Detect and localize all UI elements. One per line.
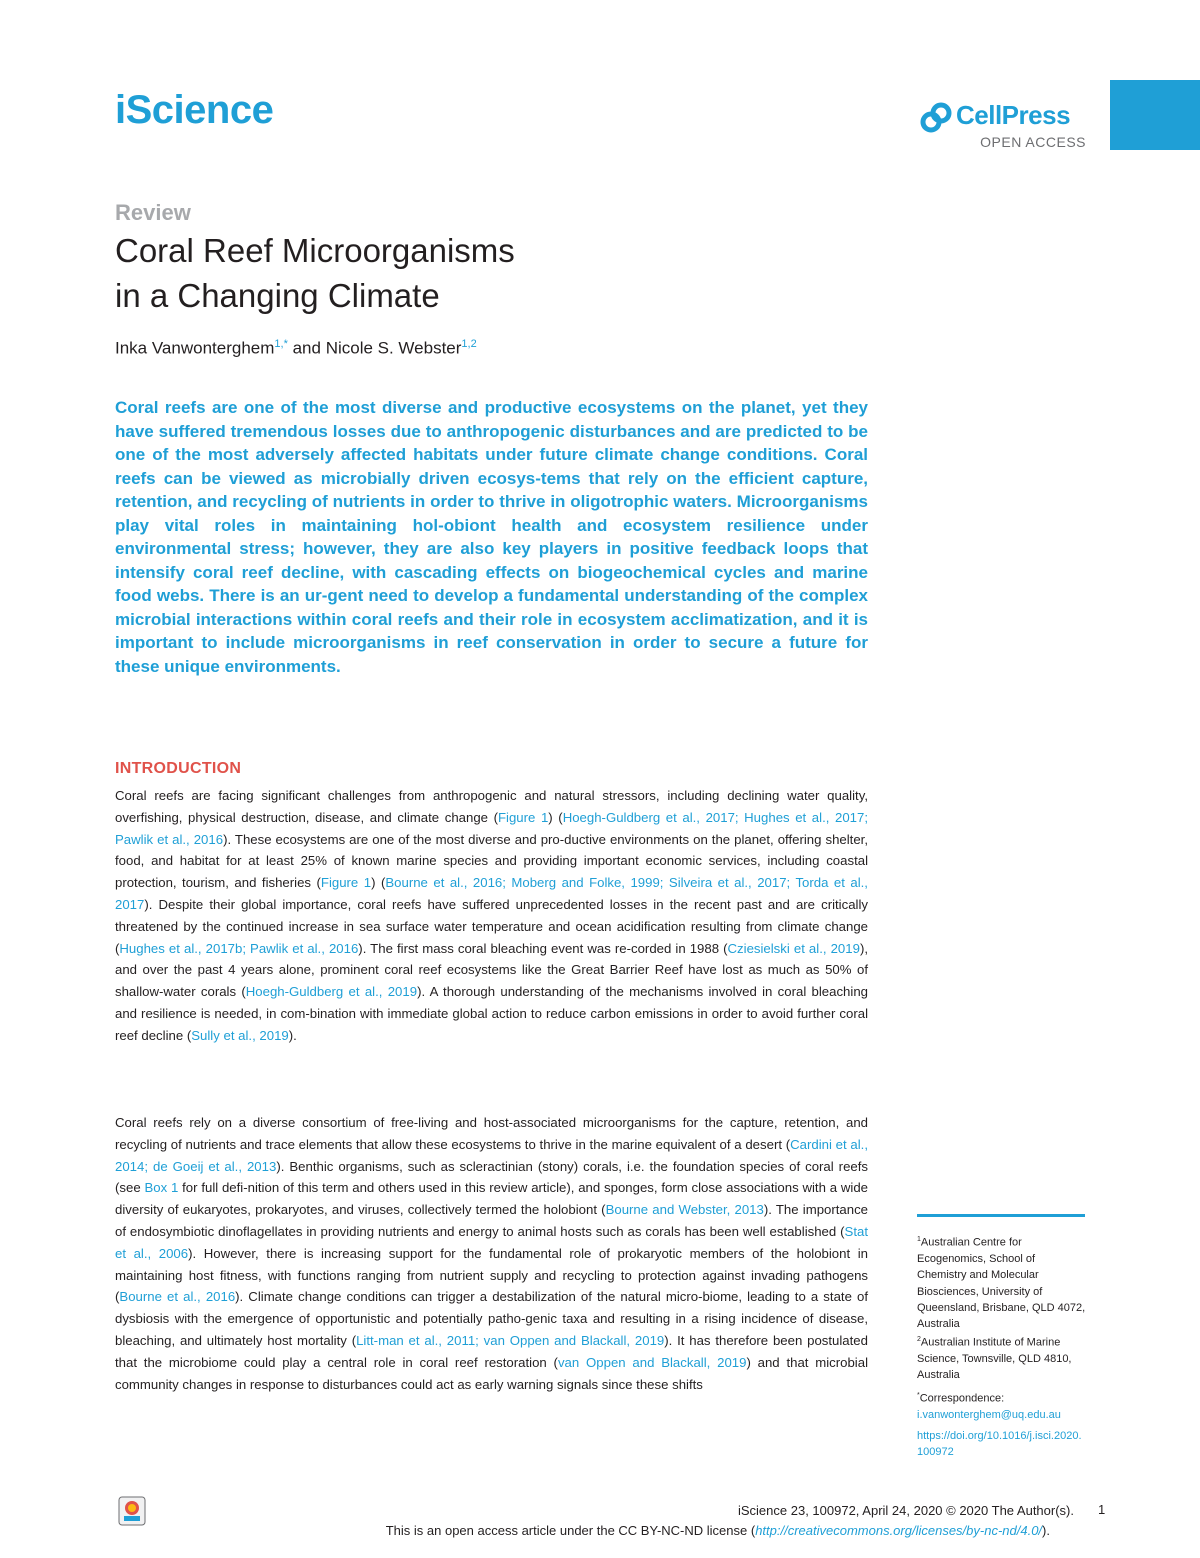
affiliation-number: 1 [917, 1236, 921, 1243]
article-type: Review [115, 200, 191, 225]
affiliation-2 [917, 1332, 1087, 1384]
citation-link[interactable]: Bourne et al., 2016 [119, 1289, 236, 1305]
citation-link[interactable]: Hoegh-Guldberg et al., 2019 [245, 984, 418, 1000]
text: ). It has therefore been postulated that the microbiome could play a central role in coral reef restoration ( [115, 1332, 868, 1370]
open-access-label: OPEN ACCESS [980, 134, 1086, 150]
author-1-affiliation[interactable]: 1,* [274, 338, 288, 350]
correspondence [917, 1388, 1087, 1423]
correspondence-email-link[interactable]: i.vanwonterghem@uq.edu.au [917, 1408, 1061, 1421]
abstract: Coral reefs are one of the most diverse and productive ecosystems on the planet, yet they have suffered tremendous losses due to anthropogenic disturbances and are predicted to be one of the most adversely affected habitats under future climate change conditions. Coral reefs can be viewed as microbially driven ecosys-tems that rely on the efficient capture, retention, and recycling of nutrients in order to thrive in oligotrophic waters. Microorganisms play vital roles in maintaining hol-obiont health and ecosystem resilience under environmental stress; however, they are also key players in positive feedback loops that intensify coral reef decline, with cascading effects on biogeochemical cycles and marine food webs. There is an ur-gent need to develop a fundamental understanding of the complex microbial interactions within coral reefs and their role in ecosystem acclimatization, and it is important to include microorganisms in reef conservation in order to secure a future for these unique environments. [115, 398, 868, 676]
citation-link[interactable]: Bourne et al., 2016; Moberg and Folke, 1999; Silveira et al., 2017; Torda et al., 2017 [115, 875, 868, 912]
text: ). Despite their global importance, coral reefs have suffered unprecedented losses in the recent past and are critically threatened by the continued increase in sea surface water temperature and ocean acidification resulting from climate change ( [115, 896, 868, 956]
text: Coral reefs rely on a diverse consortium of free-living and host-associated microorganisms for the capture, retention, and recycling of nutrients and trace elements that allow these ecosystems to thrive in the marine equivalent of a desert ( [115, 1115, 868, 1152]
author-1[interactable]: Inka Vanwonterghem [115, 338, 275, 358]
citation-link[interactable]: Litt-man et al., 2011; van Oppen and Blackall, 2019 [356, 1332, 665, 1348]
affiliation-text: Australian Centre for Ecogenomics, School of Chemistry and Molecular Biosciences, University of Queensland, Brisbane, QLD 4072, Australia [917, 1236, 1086, 1331]
text: ). The importance of endosymbiotic dinoflagellates in providing nutrients and energy to animal hosts such as corals has been well established ( [115, 1202, 869, 1239]
citation-link[interactable]: Hoegh-Guldberg et al., 2017; Hughes et al., 2017; Pawlik et al., 2016 [115, 809, 868, 847]
publisher-logo [920, 100, 1088, 156]
author-2[interactable]: Nicole S. Webster [325, 338, 462, 358]
doi-link[interactable]: https://doi.org/10.1016/j.isci.2020.100972 [917, 1430, 1082, 1459]
author-list [115, 338, 477, 359]
publisher-name: CellPress [956, 100, 1071, 130]
author-2-affiliation[interactable]: 1,2 [461, 338, 477, 350]
text: ). However, there is increasing support for the fundamental role of prokaryotic members of the holobiont in maintaining host fitness, with functions ranging from nutrient supply and recycling to protection against invading pathogens ( [115, 1245, 868, 1305]
text: ). [288, 1027, 297, 1043]
correspondence-label: Correspondence: [919, 1392, 1005, 1405]
license-text: This is an open access article under the CC BY-NC-ND license ( [385, 1523, 756, 1538]
text: ) ( [548, 809, 563, 825]
check-for-updates-icon[interactable] [118, 1496, 146, 1526]
citation-link[interactable]: Cardini et al., 2014; de Goeij et al., 2013 [115, 1136, 868, 1174]
citation-link[interactable]: Hughes et al., 2017b; Pawlik et al., 2016 [119, 940, 359, 956]
author-separator: and [287, 338, 326, 358]
page-number: 1 [1098, 1502, 1106, 1517]
article-title [115, 228, 815, 318]
text: ) ( [371, 875, 386, 891]
license-line [386, 1523, 1050, 1538]
affiliation-number: 2 [917, 1336, 921, 1343]
text: for full defi-nition of this term and others used in this review article), and sponges, form close associations with a wide diversity of eukaryotes, prokaryotes, and viruses, collectively termed the holobiont ( [115, 1180, 868, 1218]
citation-link[interactable]: Figure 1 [320, 875, 372, 891]
correspondence-marker: * [917, 1392, 920, 1399]
citation-line: iScience 23, 100972, April 24, 2020 © 2020 The Author(s). [737, 1503, 1074, 1518]
box-link[interactable]: Box 1 [144, 1180, 179, 1196]
citation-link[interactable]: van Oppen and Blackall, 2019 [557, 1354, 747, 1370]
sidebar-divider [917, 1214, 1085, 1217]
text: ). Climate change conditions can trigger a destabilization of the natural micro-biome, leading to a state of dysbiosis with the emergence of opportunistic and potentially patho-genic taxa and resulting in a rising incidence of disease, bleaching, and ultimately host mortality ( [115, 1289, 868, 1348]
affiliation-1 [917, 1232, 1087, 1332]
title-line-2: in a Changing Climate [115, 277, 440, 314]
citation-link[interactable]: Stat et al., 2006 [115, 1223, 868, 1261]
citation-link[interactable]: Cziesielski et al., 2019 [727, 940, 860, 956]
citation-link[interactable]: Sully et al., 2019 [191, 1027, 289, 1043]
affiliation-text: Australian Institute of Marine Science, Townsville, QLD 4810, Australia [917, 1336, 1072, 1382]
header-color-tab [1110, 80, 1200, 150]
text: Coral reefs are facing significant challenges from anthropogenic and natural stressors, including declining water quality, overfishing, physical destruction, disease, and climate change ( [115, 788, 868, 825]
text: ). Benthic organisms, such as scleractinian (stony) corals, i.e. the foundation species of coral reefs (see [115, 1158, 868, 1196]
text: ) and that microbial community changes in response to disturbances could act as early warning signals since these shifts [115, 1354, 868, 1392]
intro-paragraph-1 [115, 785, 868, 1047]
citation-link[interactable]: Figure 1 [497, 809, 549, 825]
citation-link[interactable]: Bourne and Webster, 2013 [605, 1202, 764, 1218]
license-link[interactable]: http://creativecommons.org/licenses/by-nc-nd/4.0/ [755, 1523, 1043, 1538]
intro-paragraph-2 [115, 1112, 868, 1395]
cellpress-logo-icon [920, 102, 952, 134]
title-line-1: Coral Reef Microorganisms [115, 232, 515, 269]
text: ). These ecosystems are one of the most diverse and pro-ductive environments on the planet, offering shelter, food, and habitat for at least 25% of known marine species and providing important economic services, including coastal protection, tourism, and fisheries ( [115, 831, 868, 891]
license-text-end: ). [1042, 1523, 1050, 1538]
text: ). A thorough understanding of the mechanisms involved in coral bleaching and resilience is needed, in com-bination with immediate global action to reduce carbon emissions in order to avoid further coral reef decline ( [115, 984, 868, 1043]
text: ), and over the past 4 years alone, prominent coral reef ecosystems like the Great Barrier Reef have lost as much as 50% of shallow-water corals ( [115, 940, 868, 1000]
journal-logo: iScience [115, 88, 274, 132]
text: ). The first mass coral bleaching event was re-corded in 1988 ( [358, 940, 728, 956]
section-heading-introduction: INTRODUCTION [115, 760, 242, 777]
